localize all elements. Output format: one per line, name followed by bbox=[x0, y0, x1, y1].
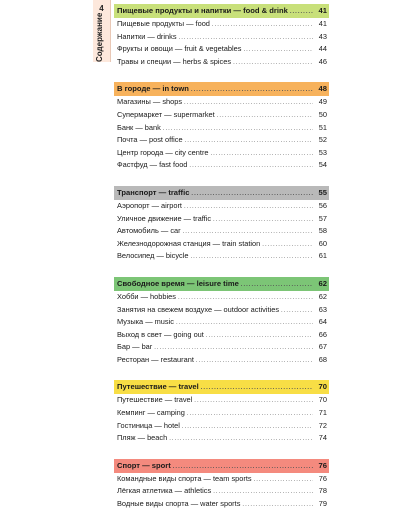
toc-section bbox=[114, 82, 329, 172]
dot-leader bbox=[212, 19, 313, 32]
entry-label: Путешествие — travel bbox=[117, 395, 193, 405]
dot-leader bbox=[211, 148, 313, 161]
section-header[interactable] bbox=[114, 380, 329, 394]
dot-leader bbox=[206, 330, 313, 343]
dot-leader bbox=[241, 278, 313, 292]
entry-label: Травы и специи — herbs & spices bbox=[117, 56, 232, 66]
dot-leader bbox=[187, 408, 313, 421]
dot-leader bbox=[189, 160, 313, 173]
entry-label: Командные виды спорта — team sports bbox=[117, 473, 252, 483]
toc-entry[interactable] bbox=[114, 420, 329, 433]
toc-entry[interactable] bbox=[114, 200, 329, 213]
toc-section bbox=[114, 380, 329, 444]
chapter-number: 4 bbox=[99, 4, 104, 13]
toc-entry[interactable] bbox=[114, 213, 329, 226]
section-page: 48 bbox=[318, 84, 327, 94]
toc-entry[interactable] bbox=[114, 432, 329, 445]
toc-entry[interactable] bbox=[114, 31, 329, 44]
entry-label: Пищевые продукты — food bbox=[117, 19, 210, 28]
section-title: В городе — in town bbox=[117, 84, 189, 94]
entry-page: 54 bbox=[318, 160, 327, 170]
toc-entry[interactable] bbox=[114, 341, 329, 354]
dot-leader bbox=[262, 239, 313, 252]
section-title: Свободное время — leisure time bbox=[117, 278, 239, 288]
toc-entry[interactable] bbox=[114, 225, 329, 238]
entry-page: 41 bbox=[318, 19, 327, 28]
toc-entry[interactable] bbox=[114, 43, 329, 56]
toc-section bbox=[114, 186, 329, 263]
dot-leader bbox=[169, 433, 313, 446]
entry-label: Напитки — drinks bbox=[117, 31, 177, 41]
toc-section bbox=[114, 277, 329, 367]
table-of-contents bbox=[114, 0, 329, 525]
toc-entry[interactable] bbox=[114, 304, 329, 317]
entry-label: Занятия на свежем воздухе — outdoor activities bbox=[117, 304, 280, 314]
toc-entry[interactable] bbox=[114, 485, 329, 498]
section-page: 62 bbox=[318, 278, 327, 288]
entry-page: 46 bbox=[318, 56, 327, 66]
entry-page: 53 bbox=[318, 147, 327, 157]
entry-label: Музыка — music bbox=[117, 317, 174, 327]
dot-leader bbox=[243, 44, 313, 57]
section-title: Транспорт — traffic bbox=[117, 187, 190, 197]
section-header[interactable] bbox=[114, 4, 329, 18]
section-header[interactable] bbox=[114, 82, 329, 96]
toc-section bbox=[114, 459, 329, 511]
section-title: Путешествие — travel bbox=[117, 382, 199, 392]
toc-entry[interactable] bbox=[114, 498, 329, 511]
entry-page: 63 bbox=[318, 304, 327, 314]
entry-page: 61 bbox=[318, 251, 327, 261]
entry-label: Бар — bar bbox=[117, 342, 153, 352]
entry-label: Уличное движение — traffic bbox=[117, 213, 212, 223]
entry-label: Фрукты и овощи — fruit & vegetables bbox=[117, 44, 242, 54]
entry-page: 72 bbox=[318, 420, 327, 430]
entry-page: 70 bbox=[318, 395, 327, 405]
entry-page: 58 bbox=[318, 226, 327, 236]
entry-label: Ресторан — restaurant bbox=[117, 354, 194, 364]
section-title: Пищевые продукты и напитки — food & drink bbox=[117, 6, 288, 15]
entry-page: 43 bbox=[318, 31, 327, 41]
entry-page: 62 bbox=[318, 291, 327, 301]
section-page: 55 bbox=[318, 187, 327, 197]
entry-label: Пляж — beach bbox=[117, 433, 168, 443]
dot-leader bbox=[190, 251, 313, 264]
entry-label: Аэропорт — airport bbox=[117, 200, 182, 210]
dot-leader bbox=[201, 381, 313, 395]
entry-label: Банк — bank bbox=[117, 122, 161, 132]
toc-entry[interactable] bbox=[114, 56, 329, 69]
entry-page: 44 bbox=[318, 44, 327, 54]
section-page: 70 bbox=[318, 382, 327, 392]
toc-entry[interactable] bbox=[114, 109, 329, 122]
entry-page: 71 bbox=[318, 408, 327, 418]
toc-section bbox=[114, 4, 329, 68]
toc-entry[interactable] bbox=[114, 316, 329, 329]
entry-label: Лёгкая атлетика — athletics bbox=[117, 486, 212, 496]
entry-page: 74 bbox=[318, 433, 327, 443]
section-header[interactable] bbox=[114, 459, 329, 473]
entry-label: Магазины — shops bbox=[117, 97, 183, 107]
dot-leader bbox=[163, 123, 313, 136]
entry-label: Выход в свет — going out bbox=[117, 329, 204, 339]
dot-leader bbox=[191, 83, 313, 97]
section-header[interactable] bbox=[114, 186, 329, 200]
entry-page: 49 bbox=[318, 97, 327, 107]
entry-page: 66 bbox=[318, 329, 327, 339]
entry-label: Почта — post office bbox=[117, 135, 183, 145]
section-page: 76 bbox=[318, 460, 327, 470]
entry-page: 78 bbox=[318, 486, 327, 496]
entry-label: Хобби — hobbies bbox=[117, 291, 176, 301]
section-title: Спорт — sport bbox=[117, 460, 171, 470]
entry-label: Супермаркет — supermarket bbox=[117, 109, 215, 119]
toc-entry[interactable] bbox=[114, 250, 329, 263]
dot-leader bbox=[290, 5, 313, 19]
toc-entry[interactable] bbox=[114, 407, 329, 420]
section-page: 41 bbox=[318, 6, 327, 15]
dot-leader bbox=[182, 421, 313, 434]
entry-label: Гостиница — hotel bbox=[117, 420, 180, 430]
toc-entry[interactable] bbox=[114, 122, 329, 135]
dot-leader bbox=[213, 214, 313, 227]
entry-page: 67 bbox=[318, 342, 327, 352]
dot-leader bbox=[254, 474, 313, 487]
toc-entry[interactable] bbox=[114, 473, 329, 486]
dot-leader bbox=[242, 499, 313, 512]
entry-page: 79 bbox=[318, 499, 327, 509]
entry-page: 64 bbox=[318, 317, 327, 327]
entry-label: Железнодорожная станция — train station bbox=[117, 238, 261, 248]
entry-label: Фастфуд — fast food bbox=[117, 160, 188, 170]
entry-page: 60 bbox=[318, 238, 327, 248]
entry-page: 57 bbox=[318, 213, 327, 223]
dot-leader bbox=[196, 355, 313, 368]
toc-entry[interactable] bbox=[114, 238, 329, 251]
toc-entry[interactable] bbox=[114, 18, 329, 31]
entry-label: Центр города — city centre bbox=[117, 147, 209, 157]
chapter-tab bbox=[93, 0, 111, 62]
toc-entry[interactable] bbox=[114, 134, 329, 147]
toc-entry[interactable] bbox=[114, 147, 329, 160]
dot-leader bbox=[281, 305, 313, 318]
toc-entry[interactable] bbox=[114, 159, 329, 172]
dot-leader bbox=[233, 57, 313, 70]
toc-entry[interactable] bbox=[114, 96, 329, 109]
section-header[interactable] bbox=[114, 277, 329, 291]
entry-page: 76 bbox=[318, 473, 327, 483]
entry-label: Водные виды спорта — water sports bbox=[117, 499, 241, 509]
toc-entry[interactable] bbox=[114, 394, 329, 407]
toc-entry[interactable] bbox=[114, 291, 329, 304]
entry-label: Велосипед — bicycle bbox=[117, 251, 189, 261]
dot-leader bbox=[217, 110, 313, 123]
chapter-tab-label: Содержание bbox=[95, 12, 104, 62]
dot-leader bbox=[191, 187, 313, 201]
entry-page: 52 bbox=[318, 135, 327, 145]
toc-entry[interactable] bbox=[114, 354, 329, 367]
entry-page: 68 bbox=[318, 354, 327, 364]
entry-label: Кемпинг — camping bbox=[117, 408, 185, 418]
entry-page: 56 bbox=[318, 200, 327, 210]
dot-leader bbox=[194, 395, 313, 408]
entry-label: Автомобиль — car bbox=[117, 226, 181, 236]
toc-entry[interactable] bbox=[114, 329, 329, 342]
entry-page: 50 bbox=[318, 109, 327, 119]
entry-page: 51 bbox=[318, 122, 327, 132]
dot-leader bbox=[173, 460, 313, 474]
